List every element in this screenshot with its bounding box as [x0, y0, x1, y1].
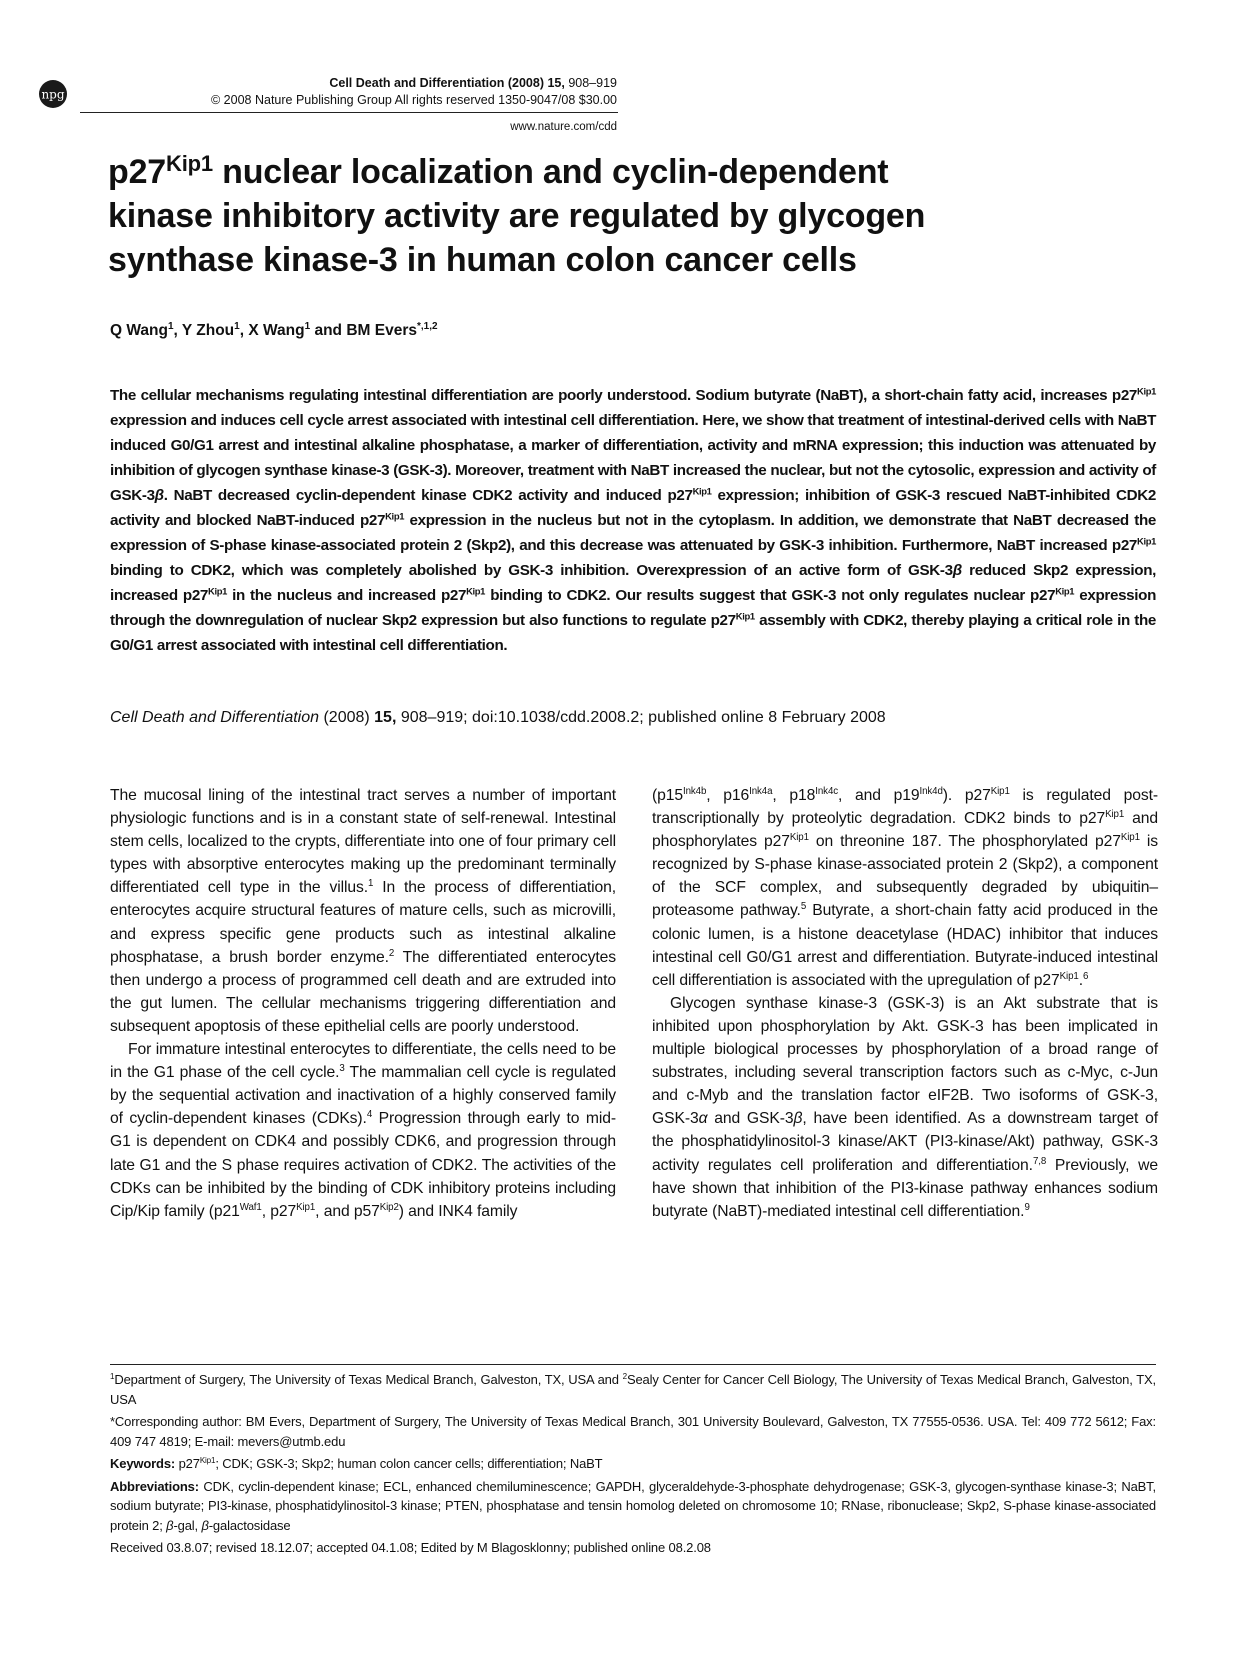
- author-name: Q Wang: [110, 322, 168, 339]
- reference-link[interactable]: 5: [800, 901, 807, 913]
- reference-link[interactable]: 3: [339, 1063, 345, 1075]
- reference-link[interactable]: 2: [388, 947, 395, 959]
- keywords: Keywords: $p27^{Kip1}$; CDK; GSK-3; Skp2; human colon cancer cells; differentiation; NaBT: [110, 1456, 603, 1471]
- npg-logo-icon: [38, 79, 78, 109]
- reference-link[interactable]: 1: [367, 878, 374, 890]
- footnotes: [110, 1370, 1156, 1561]
- article-citation: Cell Death and Differentiation (2008) 15, 908–919; doi:10.1038/cdd.2008.2; published online 8 February 2008: [110, 709, 886, 726]
- body-paragraph: ($p15^{Ink4b}$, $p16^{Ink4a}$, $p18^{Ink4c}$, and $p19^{Ink4d}$). $p27^{Kip1}$ is regulated post-transcriptionally by proteolytic degradation. CDK2 binds to $p27^{Kip1}$ and phosphorylates $p27^{Kip1}$ on threonine 187. The phosphorylated $p27^{Kip1}$ is recognized by S-phase kinase-associated protein 2 (Skp2), a component of the SCF complex, and subsequently degraded by ubiquitin–proteasome pathway.$^5$ Butyrate, a short-chain fatty acid produced in the colonic lumen, is a histone deacetylase (HDAC) inhibitor that induces intestinal cell G0/G1 arrest and differentiation. Butyrate-induced intestinal cell differentiation is associated with the upregulation of $p27^{Kip1}.^6$: [652, 786, 1159, 989]
- abstract: The cellular mechanisms regulating intestinal differentiation are poorly understood. Sodium butyrate (NaBT), a short-chain fatty acid, increases $p27^{Kip1}$ expression and induces cell cycle arrest associated with intestinal cell differentiation. Here, we show that treatment of intestinal-derived cells with NaBT induced G0/G1 arrest and intestinal alkaline phosphatase, a marker of differentiation, activity and mRNA expression; this induction was attenuated by inhibition of glycogen synthase kinase-3 (GSK-3). Moreover, treatment with NaBT increased the nuclear, but not the cytosolic, expression and activity of GSK-3β. NaBT decreased cyclin-dependent kinase CDK2 activity and induced $p27^{Kip1}$ expression; inhibition of GSK-3 rescued NaBT-inhibited CDK2 activity and blocked NaBT-induced $p27^{Kip1}$ expression in the nucleus but not in the cytoplasm. In addition, we demonstrate that NaBT decreased the expression of S-phase kinase-associated protein 2 (Skp2), and this decrease was attenuated by GSK-3 inhibition. Furthermore, NaBT increased $p27^{Kip1}$ binding to CDK2, which was completely abolished by GSK-3 inhibition. Overexpression of an active form of GSK-3β reduced Skp2 expression, increased $p27^{Kip1}$ in the nucleus and increased $p27^{Kip1}$ binding to CDK2. Our results suggest that GSK-3 not only regulates nuclear $p27^{Kip1}$ expression through the downregulation of nuclear Skp2 expression but also functions to regulate $p27^{Kip1}$ assembly with CDK2, thereby playing a critical role in the G0/G1 arrest associated with intestinal cell differentiation.: [110, 385, 1156, 654]
- author-name: Y Zhou: [181, 322, 235, 339]
- received-dates: Received 03.8.07; revised 18.12.07; accepted 04.1.08; Edited by M Blagosklonny; published online 08.2.08: [110, 1540, 711, 1555]
- reference-link[interactable]: 4: [366, 1109, 373, 1121]
- author-list: Q Wang$^1$, Y Zhou$^1$, X Wang$^1$ and BM Evers$^{*,1,2}$: [110, 321, 438, 339]
- reference-link[interactable]: 9: [1024, 1201, 1030, 1213]
- body-column-left: [110, 784, 616, 1223]
- footnote-divider: [110, 1364, 1156, 1365]
- copyright-line: © 2008 Nature Publishing Group All rights reserved 1350-9047/08 $30.00: [211, 93, 617, 107]
- body-paragraph: The mucosal lining of the intestinal tract serves a number of important physiologic functions and is in a constant state of self-renewal. Intestinal stem cells, localized to the crypts, differentiate into one of four primary cell types with absorptive enterocytes making up the predominant terminally differentiated cell type in the villus.$^1$ In the process of differentiation, enterocytes acquire structural features of mature cells, such as microvilli, and express specific gene products such as intestinal alkaline phosphatase, a brush border enzyme.$^2$ The differentiated enterocytes then undergo a process of programmed cell death and are extruded into the gut lumen. The cellular mechanisms triggering differentiation and subsequent apoptosis of these epithelial cells are poorly understood.: [110, 787, 616, 1035]
- body-column-right: [652, 784, 1158, 1223]
- author-name: X Wang: [248, 322, 305, 339]
- abbreviations: Abbreviations: CDK, cyclin-dependent kinase; ECL, enhanced chemiluminescence; GAPDH, glyceraldehyde-3-phosphate dehydrogenase; GSK-3, glycogen-synthase kinase-3; NaBT, sodium butyrate; PI3-kinase, phosphatidylinositol-3 kinase; PTEN, phosphatase and tensin homolog deleted on chromosome 10; RNase, ribonuclease; Skp2, S-phase kinase-associated protein 2; β-gal, β-galactosidase: [110, 1478, 1156, 1533]
- journal-url-link[interactable]: www.nature.com/cdd: [510, 121, 617, 133]
- article-title: $p27^{Kip1}$ nuclear localization and cyclin-dependent kinase inhibitory activity are regulated by glycogen synthase kinase-3 in human colon cancer cells: [108, 151, 926, 279]
- journal-citation-header: Cell Death and Differentiation (2008) 15, 908–919: [329, 76, 617, 90]
- svg-text:npg: npg: [41, 87, 65, 102]
- body-paragraph: For immature intestinal enterocytes to differentiate, the cells need to be in the G1 phase of the cell cycle.$^3$ The mammalian cell cycle is regulated by the sequential activation and inactivation of a highly conserved family of cyclin-dependent kinases (CDKs).$^4$ Progression through early to mid-G1 is dependent on CDK4 and possibly CDK6, and progression through late G1 and the S phase requires activation of CDK2. The activities of the CDKs can be inhibited by the binding of CDK inhibitory proteins including Cip/Kip family ($p21^{Waf1}$, $p27^{Kip1}$, and $p57^{Kip2}$) and INK4 family: [110, 1041, 617, 1220]
- header-divider: [80, 112, 618, 113]
- affiliations: $^1$Department of Surgery, The University of Texas Medical Branch, Galveston, TX, USA and $^2$Sealy Center for Cancer Cell Biology, The University of Texas Medical Branch, Galveston, TX, USA: [110, 1372, 1157, 1407]
- corresponding-author: *Corresponding author: BM Evers, Department of Surgery, The University of Texas Medical Branch, 301 University Boulevard, Galveston, TX 77555-0536. USA. Tel: 409 772 5612; Fax: 409 747 4819; E-mail: mevers@utmb.edu: [110, 1414, 1156, 1449]
- reference-link[interactable]: 6: [1082, 970, 1089, 982]
- reference-link[interactable]: 7,8: [1032, 1155, 1047, 1167]
- body-paragraph: Glycogen synthase kinase-3 (GSK-3) is an Akt substrate that is inhibited upon phosphorylation by Akt. GSK-3 has been implicated in multiple biological processes by phosphorylation of a broad range of substrates, including several transcription factors such as c-Myc, c-Jun and c-Myb and the translation factor eIF2B. Two isoforms of GSK-3, GSK-3α and GSK-3β, have been identified. As a downstream target of the phosphatidylinositol-3 kinase/AKT (PI3-kinase/Akt) pathway, GSK-3 activity regulates cell proliferation and differentiation.$^{7,8}$ Previously, we have shown that inhibition of the PI3-kinase pathway enhances sodium butyrate (NaBT)-mediated intestinal cell differentiation.$^9$: [652, 994, 1158, 1220]
- author-name: BM Evers: [346, 322, 417, 339]
